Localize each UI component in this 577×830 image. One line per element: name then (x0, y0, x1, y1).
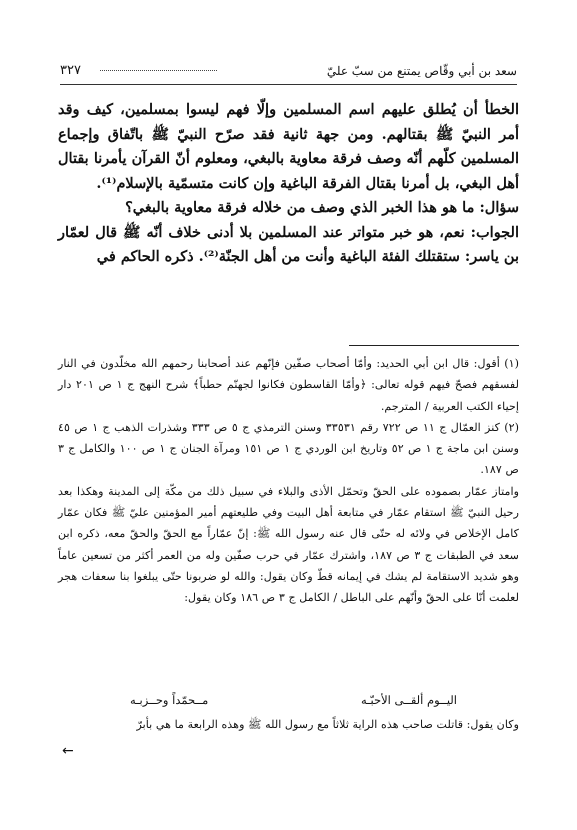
main-text (58, 98, 519, 270)
poem-second-hemistich: مــحمّداً وحــزبـه (130, 693, 209, 707)
running-header (60, 62, 517, 85)
footnote-separator (349, 345, 519, 346)
answer-paragraph (58, 221, 519, 270)
question-text: ما هو هذا الخبر الذي وصف من خلاله فرقة معاوية بالبغي؟ (125, 199, 475, 216)
question-paragraph (58, 196, 519, 221)
footnote-2-continuation: وامتاز عمّار بصموده على الحقّ وتحمّل الأذى والبلاء في سبيل ذلك من مكّة إلى المدينة وهكذا بعد رحيل النبيّ ﷺ استقام عمّار في متابعة أهل البيت وفي طليعتهم أمير المؤمنين عليّ ﷺ فكان عمّار كامل الإخلاص في ولائه له حتّى قال عنه رسول الله ﷺ: إنّ عمّاراً مع الحقّ والحقّ معه، ذكره ابن سعد في الطبقات ج ٣ ص ١٨٧، واشترك عمّار في حرب صفّين وله من العمر أكثر من تسعين عاماً وهو شديد الاستقامة لم يشك في إيمانه قطّ وكان يقول: والله لو ضربونا حتّى يبلغوا بنا سعفات هجر لعلمت أنّا على الحقّ وأنّهم على الباطل / الكامل ج ٣ ص ١٨٦ وكان يقول: (58, 484, 520, 605)
continuation-arrow-icon: ← (62, 743, 74, 759)
poem-first-hemistich: اليــوم ألقــى الأحبّـه (361, 693, 457, 707)
header-dotted-leader (100, 70, 217, 71)
question-label: سؤال: (479, 199, 519, 216)
answer-label: الجواب: (470, 223, 519, 241)
answer-text: نعم، هو خبر متواتر عند المسلمين بلا أدنى خلاف أنّه ﷺ قال لعمّار بن ياسر: ستقتلك الفئة الباغية وأنت من أهل الجنّة⁽²⁾. ذكره الحاكم في (58, 223, 519, 265)
footnotes (58, 353, 519, 609)
page-number: ٣٢٧ (60, 63, 81, 78)
footnote-1: (١) أقول: قال ابن أبي الحديد: وأمّا أصحاب صفّين فإنّهم عند أصحابنا رحمهم الله مخلّدون في النار لفسقهم فصحّ فيهم قوله تعالى: ﴿وأمّا القاسطون فكانوا لجهنّم حطباً﴾ شرح النهج ج ١ ص ٢٠١ دار إحياء الكتب العربية / المترجم. (58, 357, 519, 413)
main-paragraph: الخطأ أن يُطلق عليهم اسم المسلمين وإلّا فهم ليسوا بمسلمين، كيف وقد أمر النبيّ ﷺ بقتالهم. ومن جهة ثانية فقد صرّح النبيّ ﷺ باتّفاق وإجماع المسلمين كلّهم أنّه وصف فرقة معاوية بالبغي، ومعلوم أنّ القرآن يأمرنا بقتال أهل البغي، بل أمرنا بقتال الفرقة الباغية وإن كانت متسمّية بالإسلام⁽¹⁾. (58, 101, 519, 192)
poem-verse (100, 693, 457, 713)
footnote-2: (٢) كنز العمّال ج ١١ ص ٧٢٢ رقم ٣٣٥٣١ وسنن الترمذي ج ٥ ص ٣٣٣ وشذرات الذهب ج ١ ص ٤٥ وسنن ابن ماجة ج ١ ص ٥٢ وتاريخ ابن الوردي ج ١ ص ١٥١ ومرآة الجنان ج ١ ص ١٠٠ والكامل ج ٣ ص ١٨٧. (58, 420, 520, 477)
running-title: سعد بن أبي وقّاص يمتنع من سبّ عليّ (326, 64, 517, 78)
footnote-last-line: وكان يقول: قاتلت صاحب هذه الراية ثلاثاً مع رسول الله ﷺ وهذه الرابعة ما هي بأبرّ (136, 718, 519, 731)
